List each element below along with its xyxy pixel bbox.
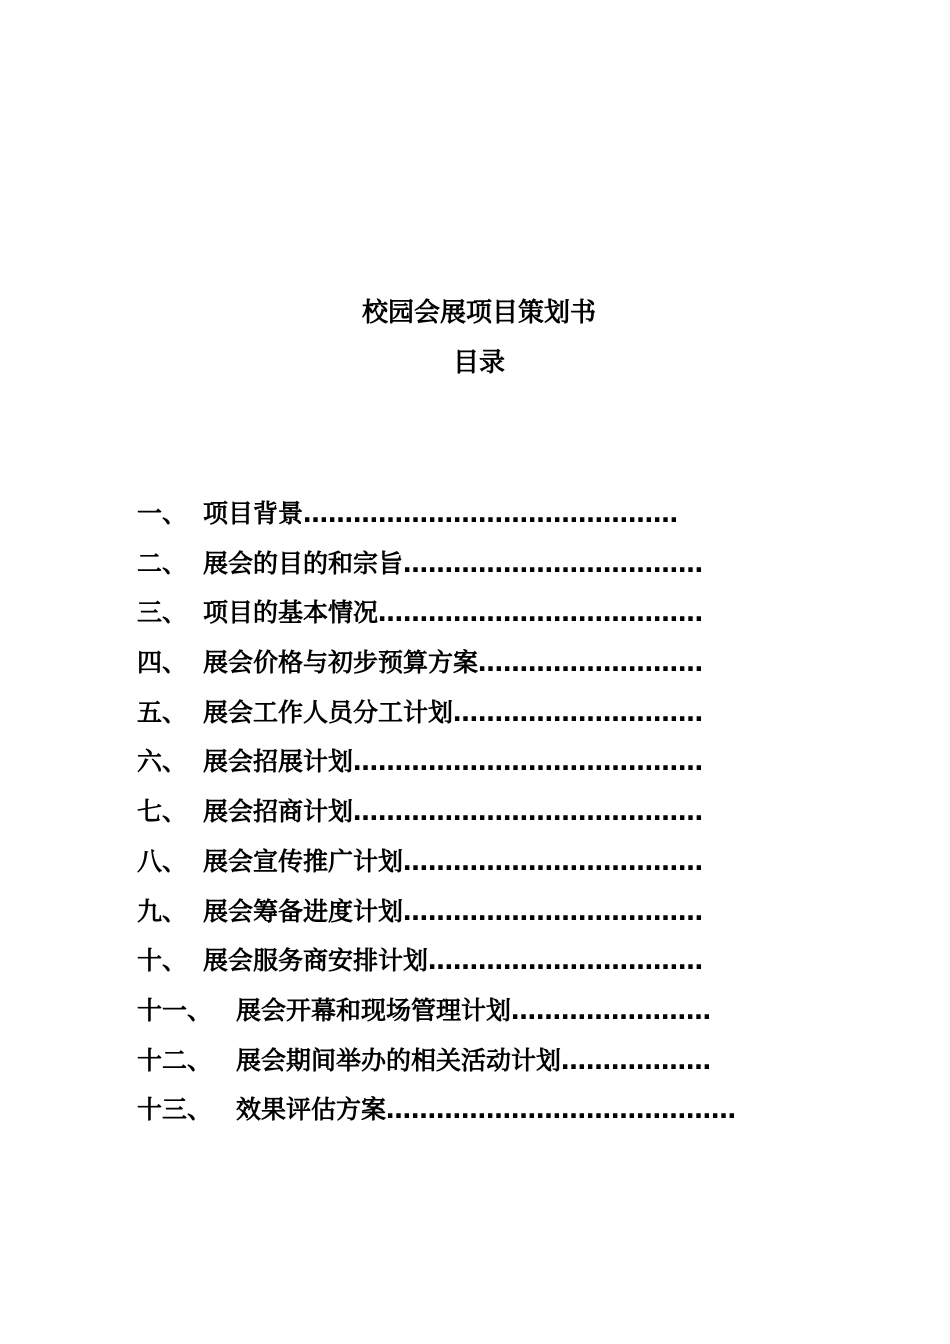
- toc-item-number: 九、: [137, 896, 188, 926]
- toc-item-title: 展会招商计划……………………………………: [203, 797, 704, 827]
- toc-item-number: 三、: [137, 598, 188, 628]
- toc-item-number: 十二、: [137, 1045, 213, 1075]
- toc-item-title: 展会服务商安排计划……………………………: [203, 946, 704, 976]
- toc-item-number: 十、: [137, 946, 188, 976]
- toc-item-number: 五、: [137, 697, 188, 727]
- toc-item-number: 十一、: [137, 995, 213, 1025]
- toc-heading: 目录: [452, 348, 505, 378]
- toc-item-number: 七、: [137, 797, 188, 827]
- toc-item-number: 十三、: [137, 1095, 213, 1125]
- toc-item-title: 展会宣传推广计划………………………………: [203, 846, 704, 876]
- toc-item-title: 展会筹备进度计划………………………………: [203, 896, 704, 926]
- toc-item-number: 六、: [137, 747, 188, 777]
- toc-item-title: 展会工作人员分工计划…………………………: [203, 697, 704, 727]
- toc-item-number: 二、: [137, 548, 188, 578]
- toc-item-title: 展会开幕和现场管理计划……………………: [236, 995, 712, 1025]
- toc-item-title: 展会价格与初步预算方案………………………: [203, 648, 704, 678]
- toc-item-title: 效果评估方案……………………………………: [236, 1095, 737, 1125]
- toc-item-title: 展会的目的和宗旨………………………………: [203, 548, 704, 578]
- document-title: 校园会展项目策划书: [361, 298, 596, 328]
- toc-item-title: 展会期间举办的相关活动计划………………: [236, 1045, 712, 1075]
- toc-item-title: 项目的基本情况…………………………………: [203, 598, 704, 628]
- toc-item-title: 项目背景………………………………………: [203, 499, 679, 528]
- toc-item-number: 四、: [137, 648, 188, 678]
- toc-item-number: 一、: [137, 499, 188, 528]
- toc-item-number: 八、: [137, 846, 188, 876]
- toc-item-title: 展会招展计划……………………………………: [203, 747, 704, 777]
